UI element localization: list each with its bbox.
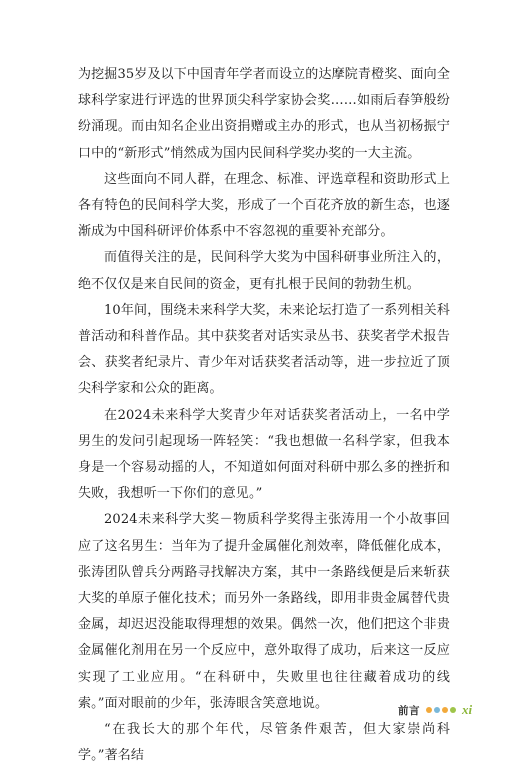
paragraph: 在2024未来科学大奖青少年对话获奖者活动上，一名中学男生的发问引起现场一阵轻笑：“我也想做一名科学家，但我本身是一个容易动摇的人，不知道如何面对科研中那么多的挫折和失败，我想听一下你们的意见。” <box>78 407 450 502</box>
dot-icon <box>450 707 456 713</box>
paragraph: 2024未来科学大奖－物质科学奖得主张涛用一个小故事回应了这名男生：当年为了提升金属催化剂效率，降低催化成本，张涛团队曾兵分两路寻找解决方案，其中一条路线便是后来斩获大奖的单原子催化技术；而另外一条路线，即用非贵金属替代贵金属，却迟迟没能取得理想的效果。偶然一次，他们把这个非贵金属催化剂用在另一个反应中，意外取得了成功，后来这一反应实现了工业应用。“在科研中，失败里也往往藏着成功的线索。”面对眼前的少年，张涛眼含笑意地说。 <box>78 512 450 711</box>
dot-icon <box>426 707 432 713</box>
paragraph: 10年间，围绕未来科学大奖，未来论坛打造了一系列相关科普活动和科普作品。其中获奖者对话实录丛书、获奖者学术报告会、获奖者纪录片、青少年对话获奖者活动等，进一步拉近了顶尖科学家和公众的距离。 <box>78 302 450 397</box>
section-name: 前言 <box>398 704 420 717</box>
paragraph: 而值得关注的是，民间科学大奖为中国科研事业所注入的，绝不仅仅是来自民间的资金，更有扎根于民间的勃勃生机。 <box>78 250 450 292</box>
paragraph: “在我长大的那个年代，尽管条件艰苦，但大家崇尚科学。”著名结 <box>78 722 450 764</box>
dot-icon <box>442 707 448 713</box>
page-footer <box>398 700 472 720</box>
paragraph: 这些面向不同人群，在理念、标准、评选章程和资助形式上各有特色的民间科学大奖，形成了一个百花齐放的新生态，也逐渐成为中国科研评价体系中不容忽视的重要补充部分。 <box>78 171 450 240</box>
dot-icon <box>434 707 440 713</box>
body-text <box>78 62 450 769</box>
decorative-dots-icon <box>426 707 456 713</box>
paragraph: 为挖掘35岁及以下中国青年学者而设立的达摩院青橙奖、面向全球科学家进行评选的世界顶尖科学家协会奖……如雨后春笋般纷纷涌现。而由知名企业出资捐赠或主办的形式，也从当初杨振宁口中的“新形式”悄然成为国内民间科学奖办奖的一大主流。 <box>78 67 450 161</box>
page-number: xi <box>462 702 473 717</box>
